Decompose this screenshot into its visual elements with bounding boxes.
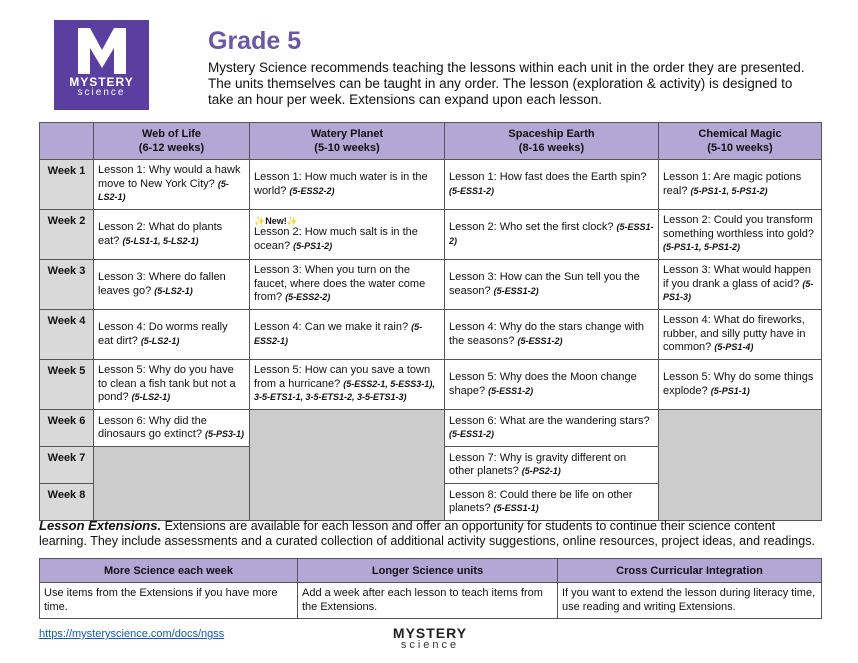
table-row [40,260,822,310]
option-text: If you want to extend the lesson during literacy time, use reading and writing Extensions. [558,583,822,619]
logo-text-mystery: MYSTERY [69,75,134,89]
lesson-cell: Lesson 4: Why do the stars change with the seasons? (5-ESS1-2) [445,310,659,360]
lesson-cell: Lesson 3: What would happen if you drank a glass of acid? (5-PS1-3) [659,260,822,310]
week-label: Week 5 [40,360,94,410]
lesson-cell: Lesson 3: Where do fallen leaves go? (5-LS2-1) [94,260,250,310]
table-header-row [40,123,822,160]
lesson-cell: Lesson 6: Why did the dinosaurs go extinct? (5-PS3-1) [94,410,250,447]
lesson-cell: Lesson 3: How can the Sun tell you the season? (5-ESS1-2) [445,260,659,310]
week-label: Week 4 [40,310,94,360]
table-row [40,410,822,447]
lesson-cell: Lesson 2: What do plants eat? (5-LS1-1, 5-LS2-1) [94,210,250,260]
lesson-cell: Lesson 4: Do worms really eat dirt? (5-LS2-1) [94,310,250,360]
option-text: Use items from the Extensions if you have more time. [40,583,298,619]
options-header-row [40,559,822,583]
lesson-cell: Lesson 4: What do fireworks, rubber, and silly putty have in common? (5-PS1-4) [659,310,822,360]
extensions-body: Extensions are available for each lesson and offer an opportunity for students to continue their science content learning. They include assessments and a curated collection of additional activity suggestions, online resources, project ideas, and readings. [39,519,815,548]
empty-cell [94,447,250,521]
option-header-more-science: More Science each week [40,559,298,583]
ngss-docs-link[interactable]: https://mysteryscience.com/docs/ngss [39,628,225,640]
week-label: Week 2 [40,210,94,260]
lesson-cell: Lesson 1: How fast does the Earth spin? (5-ESS1-2) [445,160,659,210]
option-header-cross-curricular: Cross Curricular Integration [558,559,822,583]
empty-cell [659,410,822,521]
footer-logo-science: science [400,639,460,651]
curriculum-table [39,122,822,521]
table-row [40,160,822,210]
table-row [40,360,822,410]
unit-header-spaceship-earth: Spaceship Earth (8-16 weeks) [445,123,659,160]
table-row [40,210,822,260]
empty-cell [250,410,445,521]
week-label: Week 3 [40,260,94,310]
lesson-cell: Lesson 2: Who set the first clock? (5-ESS1-2) [445,210,659,260]
options-row [40,583,822,619]
week-label: Week 1 [40,160,94,210]
footer-logo-mystery: MYSTERY [392,625,468,641]
extension-options-table [39,558,822,619]
week-label: Week 6 [40,410,94,447]
mystery-science-logo [54,20,149,110]
unit-header-watery-planet: Watery Planet (5-10 weeks) [250,123,445,160]
extensions-heading: Lesson Extensions. [39,518,162,533]
header-corner [40,123,94,160]
lesson-cell: Lesson 5: Why do you have to clean a fish tank but not a pond? (5-LS2-1) [94,360,250,410]
logo-text-science: science [77,87,126,98]
unit-header-web-of-life: Web of Life (6-12 weeks) [94,123,250,160]
lesson-cell: Lesson 8: Could there be life on other planets? (5-ESS1-1) [445,484,659,521]
footer-logo [385,626,475,651]
mystery-science-logo-icon [72,24,132,78]
lesson-cell: Lesson 1: Why would a hawk move to New York City? (5-LS2-1) [94,160,250,210]
intro-paragraph: Mystery Science recommends teaching the lessons within each unit in the order they are presented. The units themselves can be taught in any order. The lesson (exploration & activity) is designed to take an hour per week. Extensions can expand upon each lesson. [208,60,805,107]
week-label: Week 7 [40,447,94,484]
table-row [40,310,822,360]
new-badge: ✨New!✨ [254,216,298,226]
unit-header-chemical-magic: Chemical Magic (5-10 weeks) [659,123,822,160]
option-header-longer-units: Longer Science units [298,559,558,583]
lesson-cell: Lesson 1: How much water is in the world? (5-ESS2-2) [250,160,445,210]
lesson-cell: Lesson 6: What are the wandering stars? (5-ESS1-2) [445,410,659,447]
page-title: Grade 5 [208,27,302,55]
lesson-cell: Lesson 7: Why is gravity different on other planets? (5-PS2-1) [445,447,659,484]
week-label: Week 8 [40,484,94,521]
lesson-cell: Lesson 1: Are magic potions real? (5-PS1-1, 5-PS1-2) [659,160,822,210]
lesson-cell: Lesson 3: When you turn on the faucet, where does the water come from? (5-ESS2-2) [250,260,445,310]
lesson-cell: ✨New!✨ Lesson 2: How much salt is in the ocean? (5-PS1-2) [250,210,445,260]
lesson-cell: Lesson 4: Can we make it rain? (5-ESS2-1) [250,310,445,360]
option-text: Add a week after each lesson to teach items from the Extensions. [298,583,558,619]
lesson-cell: Lesson 5: Why do some things explode? (5-PS1-1) [659,360,822,410]
lesson-cell: Lesson 5: How can you save a town from a hurricane? (5-ESS2-1, 5-ESS3-1), 3-5-ETS1-1, 3-5-ETS1-2, 3-5-ETS1-3) [250,360,445,410]
lesson-cell: Lesson 5: Why does the Moon change shape? (5-ESS1-2) [445,360,659,410]
lesson-cell: Lesson 2: Could you transform something worthless into gold? (5-PS1-1, 5-PS1-2) [659,210,822,260]
lesson-extensions-note [39,518,821,549]
